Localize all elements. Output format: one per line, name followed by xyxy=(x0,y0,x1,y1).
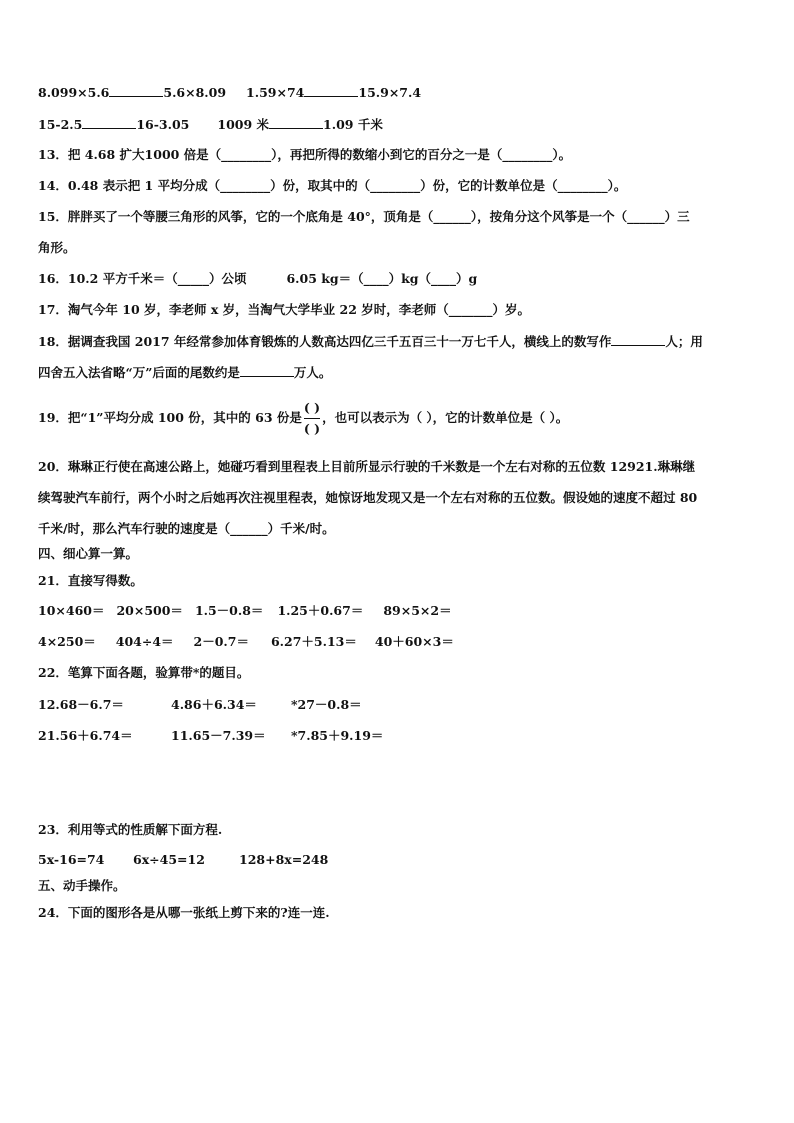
compare-3-left: 15-2.5 xyxy=(38,117,83,132)
question-23: 23．利用等式的性质解下面方程. xyxy=(38,822,223,837)
compare-1-left: 8.099×5.6 xyxy=(38,85,110,100)
question-15-line-1: 15．胖胖买了一个等腰三角形的风筝，它的一个底角是 40°，顶角是（______），按角分这个风筝是一个（______）三 xyxy=(38,209,690,224)
question-21-row-2: 4×250＝ 404÷4＝ 2－0.7＝ 6.27＋5.13＝ 40＋60×3＝ xyxy=(38,634,454,649)
question-13: 13．把 4.68 扩大1000 倍是（________），再把所得的数缩小到它的百分之一是（________）。 xyxy=(38,147,572,162)
question-21: 21．直接写得数。 xyxy=(38,573,143,588)
question-22-row-1: 12.68－6.7＝ 4.86＋6.34＝ *27－0.8＝ xyxy=(38,697,362,712)
compare-4-right: 1.09 千米 xyxy=(323,117,383,132)
section-5-heading: 五、动手操作。 xyxy=(38,878,126,893)
question-20-line-2: 续驾驶汽车前行，两个小时之后她再次注视里程表，她惊讶地发现又是一个左右对称的五位数。假设她的速度不超过 80 xyxy=(38,490,698,505)
answer-blank[interactable] xyxy=(240,364,294,377)
question-14: 14．0.48 表示把 1 平均分成（________）份，取其中的（________）份，它的计数单位是（________）。 xyxy=(38,178,627,193)
compare-1-right: 5.6×8.09 xyxy=(163,85,227,100)
question-18-line-2: 四舍五入法省略“万”后面的尾数约是 万人。 xyxy=(38,365,332,380)
answer-blank[interactable] xyxy=(82,116,136,129)
question-16 xyxy=(38,271,477,287)
answer-blank[interactable] xyxy=(611,333,665,346)
question-17: 17．淘气今年 10 岁，李老师 x 岁，当淘气大学毕业 22 岁时，李老师（_______）岁。 xyxy=(38,302,530,317)
answer-blank[interactable] xyxy=(109,84,163,97)
question-16-part-a: 16．10.2 平方千米＝（_____）公顷 xyxy=(38,271,247,286)
compare-2-left: 1.59×74 xyxy=(246,85,305,100)
question-16-part-b: 6.05 kg＝（____）kg（____）g xyxy=(286,271,478,286)
question-22: 22．笔算下面各题，验算带*的题目。 xyxy=(38,665,250,680)
question-19: 19．把“1”平均分成 100 份，其中的 63 份是 $\frac{( )}{( )}$ ，也可以表示为（ ），它的计数单位是（ ）。 xyxy=(38,400,569,436)
question-20-line-3: 千米/时，那么汽车行驶的速度是（______）千米/时。 xyxy=(38,521,335,536)
compare-4-left: 1009 米 xyxy=(217,117,270,132)
answer-blank[interactable] xyxy=(304,84,358,97)
section-4-heading: 四、细心算一算。 xyxy=(38,546,139,561)
compare-row-1 xyxy=(38,84,421,101)
question-24: 24．下面的图形各是从哪一张纸上剪下来的?连一连. xyxy=(38,905,330,920)
answer-blank[interactable] xyxy=(269,116,323,129)
question-15-line-2: 角形。 xyxy=(38,240,76,255)
question-21-row-1: 10×460＝ 20×500＝ 1.5－0.8＝ 1.25＋0.67＝ 89×5×2＝ xyxy=(38,603,452,618)
question-23-equations: 5x-16=74 6x÷45=12 128+8x=248 xyxy=(38,852,329,867)
compare-row-2 xyxy=(38,116,383,133)
compare-2-right: 15.9×7.4 xyxy=(358,85,422,100)
compare-3-right: 16-3.05 xyxy=(136,117,190,132)
question-22-row-2: 21.56＋6.74＝ 11.65－7.39＝ *7.85＋9.19＝ xyxy=(38,728,384,743)
fraction-blank[interactable]: $\frac{( )}{( )}$ xyxy=(303,400,321,436)
question-20-line-1: 20．琳琳正行使在高速公路上，她碰巧看到里程表上目前所显示行驶的千米数是一个左右对称的五位数 12921.琳琳继 xyxy=(38,459,696,474)
question-18-line-1: 18．据调查我国 2017 年经常参加体育锻炼的人数高达四亿三千五百三十一万七千人，横线上的数写作 人；用 xyxy=(38,334,703,349)
